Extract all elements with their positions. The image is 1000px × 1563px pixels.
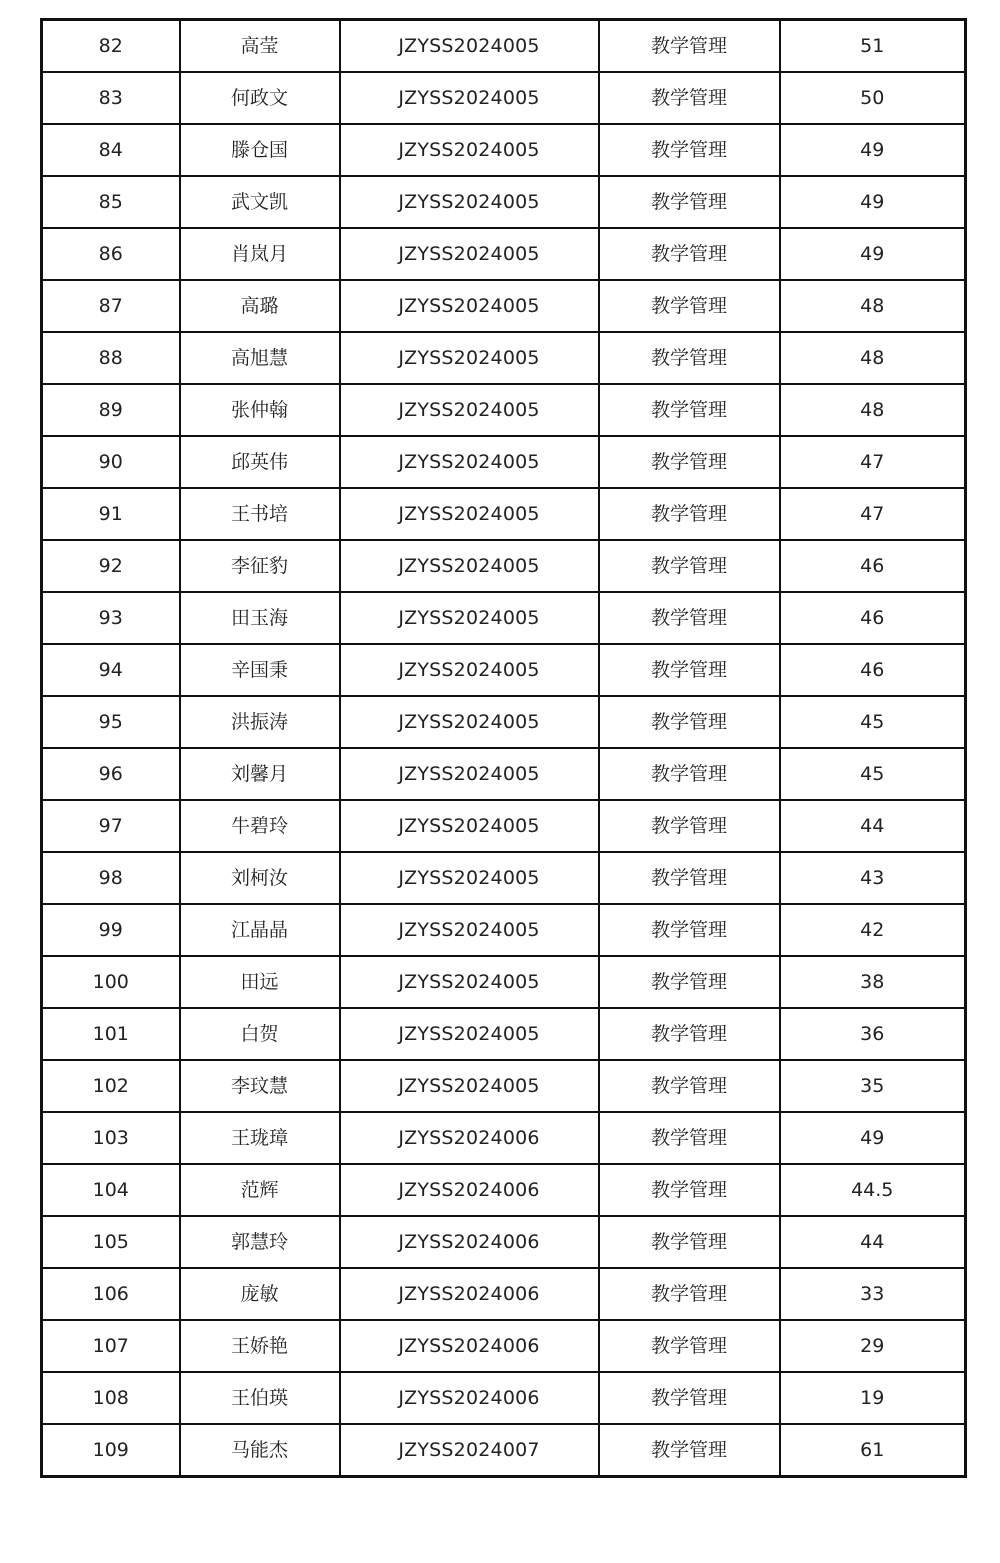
- score-cell: 46: [780, 540, 966, 592]
- position-category-cell: 教学管理: [599, 20, 780, 73]
- table-row: [42, 1112, 966, 1164]
- candidate-name-cell: 江晶晶: [180, 904, 340, 956]
- candidate-name-cell: 滕仓国: [180, 124, 340, 176]
- position-category-cell: 教学管理: [599, 1424, 780, 1477]
- position-category-cell: 教学管理: [599, 904, 780, 956]
- position-category-cell: 教学管理: [599, 1320, 780, 1372]
- position-category-cell: 教学管理: [599, 228, 780, 280]
- candidate-name-cell: 高莹: [180, 20, 340, 73]
- position-category-cell: 教学管理: [599, 1008, 780, 1060]
- position-category-cell: 教学管理: [599, 540, 780, 592]
- candidate-name-cell: 范辉: [180, 1164, 340, 1216]
- row-number-cell: 91: [42, 488, 180, 540]
- position-code-cell: JZYSS2024005: [340, 280, 599, 332]
- candidate-name-cell: 田玉海: [180, 592, 340, 644]
- position-code-cell: JZYSS2024005: [340, 696, 599, 748]
- candidate-name-cell: 牛碧玲: [180, 800, 340, 852]
- position-code-cell: JZYSS2024006: [340, 1164, 599, 1216]
- position-code-cell: JZYSS2024005: [340, 72, 599, 124]
- table-row: [42, 176, 966, 228]
- score-cell: 49: [780, 176, 966, 228]
- candidate-name-cell: 高璐: [180, 280, 340, 332]
- position-code-cell: JZYSS2024005: [340, 176, 599, 228]
- candidate-name-cell: 刘柯汝: [180, 852, 340, 904]
- candidate-name-cell: 邱英伟: [180, 436, 340, 488]
- position-code-cell: JZYSS2024005: [340, 592, 599, 644]
- row-number-cell: 100: [42, 956, 180, 1008]
- position-category-cell: 教学管理: [599, 800, 780, 852]
- position-code-cell: JZYSS2024006: [340, 1320, 599, 1372]
- score-cell: 49: [780, 1112, 966, 1164]
- row-number-cell: 85: [42, 176, 180, 228]
- position-code-cell: JZYSS2024005: [340, 384, 599, 436]
- row-number-cell: 108: [42, 1372, 180, 1424]
- candidate-name-cell: 张仲翰: [180, 384, 340, 436]
- table-row: [42, 228, 966, 280]
- position-category-cell: 教学管理: [599, 176, 780, 228]
- position-category-cell: 教学管理: [599, 1060, 780, 1112]
- position-category-cell: 教学管理: [599, 1164, 780, 1216]
- position-code-cell: JZYSS2024005: [340, 20, 599, 73]
- candidate-name-cell: 李玟慧: [180, 1060, 340, 1112]
- position-code-cell: JZYSS2024006: [340, 1372, 599, 1424]
- score-cell: 50: [780, 72, 966, 124]
- row-number-cell: 106: [42, 1268, 180, 1320]
- position-code-cell: JZYSS2024005: [340, 1008, 599, 1060]
- position-code-cell: JZYSS2024005: [340, 956, 599, 1008]
- position-code-cell: JZYSS2024005: [340, 228, 599, 280]
- table-row: [42, 1164, 966, 1216]
- table-row: [42, 384, 966, 436]
- position-code-cell: JZYSS2024005: [340, 540, 599, 592]
- table-row: [42, 1216, 966, 1268]
- table-row: [42, 1008, 966, 1060]
- row-number-cell: 95: [42, 696, 180, 748]
- table-row: [42, 540, 966, 592]
- row-number-cell: 109: [42, 1424, 180, 1477]
- row-number-cell: 89: [42, 384, 180, 436]
- score-cell: 48: [780, 384, 966, 436]
- table-row: [42, 436, 966, 488]
- row-number-cell: 96: [42, 748, 180, 800]
- row-number-cell: 107: [42, 1320, 180, 1372]
- score-cell: 43: [780, 852, 966, 904]
- row-number-cell: 105: [42, 1216, 180, 1268]
- position-code-cell: JZYSS2024006: [340, 1216, 599, 1268]
- score-cell: 42: [780, 904, 966, 956]
- candidate-name-cell: 肖岚月: [180, 228, 340, 280]
- candidate-name-cell: 辛国秉: [180, 644, 340, 696]
- candidate-name-cell: 高旭慧: [180, 332, 340, 384]
- row-number-cell: 99: [42, 904, 180, 956]
- row-number-cell: 84: [42, 124, 180, 176]
- row-number-cell: 101: [42, 1008, 180, 1060]
- results-table-body: [42, 20, 966, 1477]
- candidate-name-cell: 何政文: [180, 72, 340, 124]
- position-code-cell: JZYSS2024005: [340, 488, 599, 540]
- table-row: [42, 852, 966, 904]
- table-row: [42, 1372, 966, 1424]
- score-cell: 29: [780, 1320, 966, 1372]
- score-cell: 51: [780, 20, 966, 73]
- score-cell: 61: [780, 1424, 966, 1477]
- score-cell: 44.5: [780, 1164, 966, 1216]
- row-number-cell: 90: [42, 436, 180, 488]
- candidate-name-cell: 洪振涛: [180, 696, 340, 748]
- table-row: [42, 904, 966, 956]
- table-row: [42, 332, 966, 384]
- position-category-cell: 教学管理: [599, 332, 780, 384]
- row-number-cell: 88: [42, 332, 180, 384]
- row-number-cell: 92: [42, 540, 180, 592]
- row-number-cell: 87: [42, 280, 180, 332]
- score-cell: 45: [780, 696, 966, 748]
- candidate-name-cell: 武文凯: [180, 176, 340, 228]
- row-number-cell: 102: [42, 1060, 180, 1112]
- score-cell: 44: [780, 800, 966, 852]
- position-category-cell: 教学管理: [599, 280, 780, 332]
- score-cell: 38: [780, 956, 966, 1008]
- candidate-name-cell: 王伯瑛: [180, 1372, 340, 1424]
- results-table: [40, 18, 967, 1478]
- score-cell: 36: [780, 1008, 966, 1060]
- table-row: [42, 696, 966, 748]
- candidate-name-cell: 马能杰: [180, 1424, 340, 1477]
- candidate-name-cell: 王书培: [180, 488, 340, 540]
- table-row: [42, 800, 966, 852]
- candidate-name-cell: 庞敏: [180, 1268, 340, 1320]
- row-number-cell: 86: [42, 228, 180, 280]
- position-category-cell: 教学管理: [599, 1216, 780, 1268]
- table-row: [42, 1320, 966, 1372]
- table-row: [42, 1060, 966, 1112]
- candidate-name-cell: 王娇艳: [180, 1320, 340, 1372]
- position-code-cell: JZYSS2024006: [340, 1268, 599, 1320]
- score-cell: 47: [780, 436, 966, 488]
- row-number-cell: 94: [42, 644, 180, 696]
- position-code-cell: JZYSS2024005: [340, 748, 599, 800]
- score-cell: 49: [780, 228, 966, 280]
- candidate-name-cell: 刘馨月: [180, 748, 340, 800]
- position-code-cell: JZYSS2024005: [340, 436, 599, 488]
- score-cell: 48: [780, 332, 966, 384]
- table-row: [42, 488, 966, 540]
- position-code-cell: JZYSS2024006: [340, 1112, 599, 1164]
- position-category-cell: 教学管理: [599, 384, 780, 436]
- table-row: [42, 20, 966, 73]
- score-cell: 46: [780, 644, 966, 696]
- score-cell: 44: [780, 1216, 966, 1268]
- position-code-cell: JZYSS2024005: [340, 904, 599, 956]
- position-code-cell: JZYSS2024007: [340, 1424, 599, 1477]
- table-row: [42, 644, 966, 696]
- table-row: [42, 72, 966, 124]
- score-cell: 46: [780, 592, 966, 644]
- position-category-cell: 教学管理: [599, 592, 780, 644]
- position-category-cell: 教学管理: [599, 1372, 780, 1424]
- candidate-name-cell: 郭慧玲: [180, 1216, 340, 1268]
- candidate-name-cell: 田远: [180, 956, 340, 1008]
- row-number-cell: 93: [42, 592, 180, 644]
- position-category-cell: 教学管理: [599, 124, 780, 176]
- position-code-cell: JZYSS2024005: [340, 1060, 599, 1112]
- table-row: [42, 748, 966, 800]
- table-row: [42, 592, 966, 644]
- score-cell: 19: [780, 1372, 966, 1424]
- position-category-cell: 教学管理: [599, 72, 780, 124]
- score-cell: 45: [780, 748, 966, 800]
- position-code-cell: JZYSS2024005: [340, 332, 599, 384]
- table-row: [42, 1424, 966, 1477]
- position-category-cell: 教学管理: [599, 1268, 780, 1320]
- candidate-name-cell: 白贺: [180, 1008, 340, 1060]
- position-code-cell: JZYSS2024005: [340, 800, 599, 852]
- score-cell: 47: [780, 488, 966, 540]
- position-code-cell: JZYSS2024005: [340, 644, 599, 696]
- position-category-cell: 教学管理: [599, 1112, 780, 1164]
- table-row: [42, 1268, 966, 1320]
- table-row: [42, 956, 966, 1008]
- position-code-cell: JZYSS2024005: [340, 124, 599, 176]
- row-number-cell: 98: [42, 852, 180, 904]
- position-code-cell: JZYSS2024005: [340, 852, 599, 904]
- row-number-cell: 103: [42, 1112, 180, 1164]
- position-category-cell: 教学管理: [599, 852, 780, 904]
- score-cell: 33: [780, 1268, 966, 1320]
- position-category-cell: 教学管理: [599, 956, 780, 1008]
- position-category-cell: 教学管理: [599, 488, 780, 540]
- row-number-cell: 104: [42, 1164, 180, 1216]
- row-number-cell: 83: [42, 72, 180, 124]
- row-number-cell: 82: [42, 20, 180, 73]
- table-row: [42, 124, 966, 176]
- score-cell: 49: [780, 124, 966, 176]
- candidate-name-cell: 李征豹: [180, 540, 340, 592]
- position-category-cell: 教学管理: [599, 436, 780, 488]
- row-number-cell: 97: [42, 800, 180, 852]
- table-row: [42, 280, 966, 332]
- score-cell: 35: [780, 1060, 966, 1112]
- position-category-cell: 教学管理: [599, 748, 780, 800]
- candidate-name-cell: 王珑璋: [180, 1112, 340, 1164]
- score-cell: 48: [780, 280, 966, 332]
- position-category-cell: 教学管理: [599, 644, 780, 696]
- position-category-cell: 教学管理: [599, 696, 780, 748]
